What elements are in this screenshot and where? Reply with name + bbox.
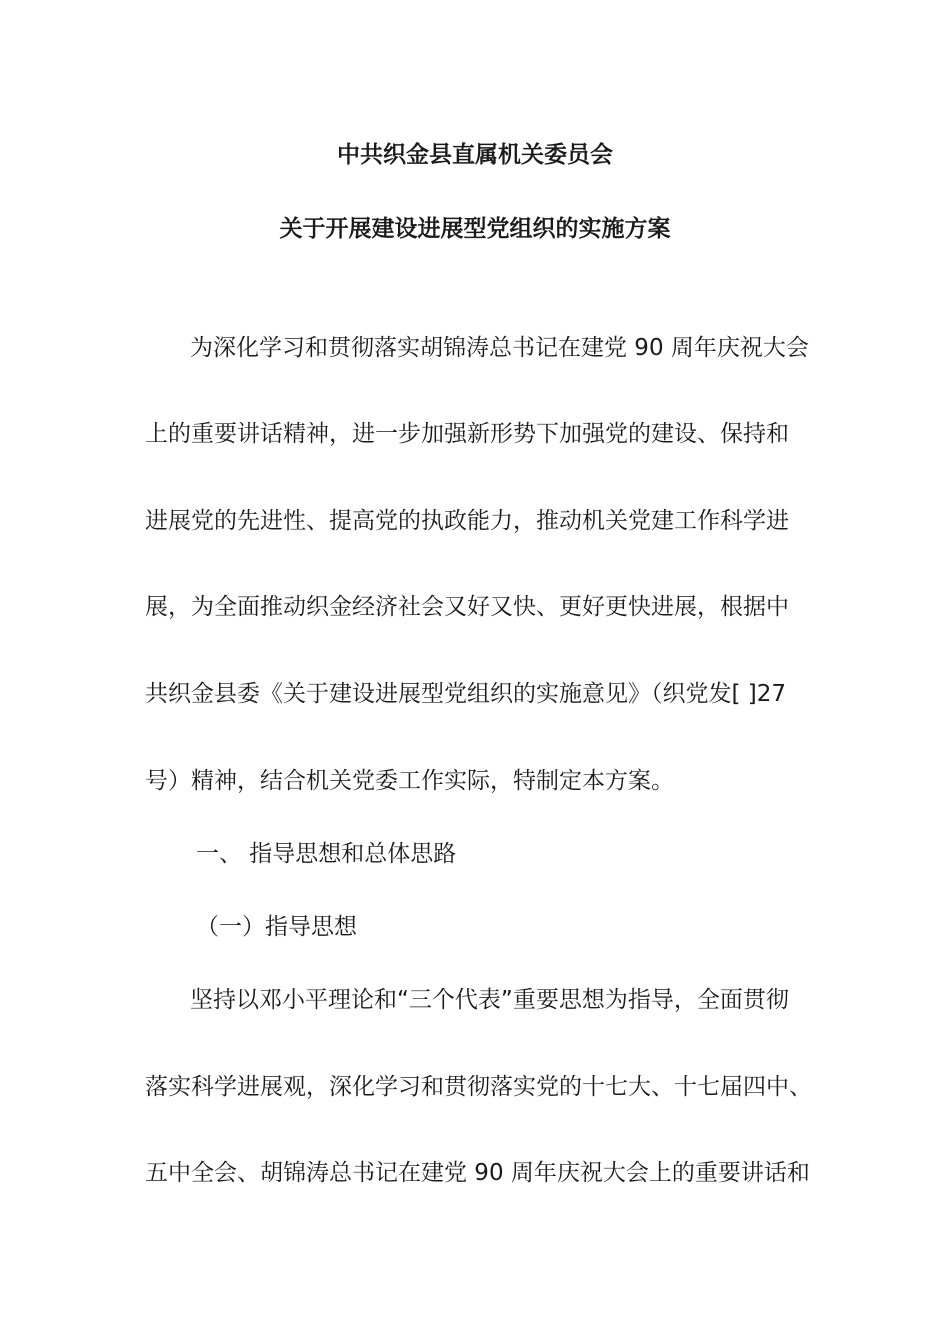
- document-title-line-1: 中共织金县直属机关委员会: [337, 142, 613, 168]
- document-title-line-2: 关于开展建设进展型党组织的实施方案: [279, 216, 671, 242]
- paragraph-1-line-1: 为深化学习和贯彻落实胡锦涛总书记在建党 90 周年庆祝大会: [190, 335, 809, 361]
- section-1-heading: 一、 指导思想和总体思路: [196, 841, 457, 867]
- paragraph-1-line-3: 进展党的先进性、提高党的执政能力，推动机关党建工作科学进: [145, 508, 789, 534]
- paragraph-1-line-6: 号）精神，结合机关党委工作实际，特制定本方案。: [145, 768, 674, 794]
- paragraph-2-line-3: 五中全会、胡锦涛总书记在建党 90 周年庆祝大会上的重要讲话和: [145, 1160, 810, 1186]
- paragraph-1-line-4: 展，为全面推动织金经济社会又好又快、更好更快进展，根据中: [145, 594, 789, 620]
- paragraph-2-line-2: 落实科学进展观，深化学习和贯彻落实党的十七大、十七届四中、: [145, 1074, 812, 1100]
- paragraph-2-line-1: 坚持以邓小平理论和“三个代表”重要思想为指导，全面贯彻: [190, 987, 789, 1013]
- paragraph-1-line-2: 上的重要讲话精神，进一步加强新形势下加强党的建设、保持和: [145, 421, 789, 447]
- subsection-1-heading: （一）指导思想: [196, 914, 357, 940]
- paragraph-1-line-5: 共织金县委《关于建设进展型党组织的实施意见》（织党发[ ]27: [145, 681, 787, 707]
